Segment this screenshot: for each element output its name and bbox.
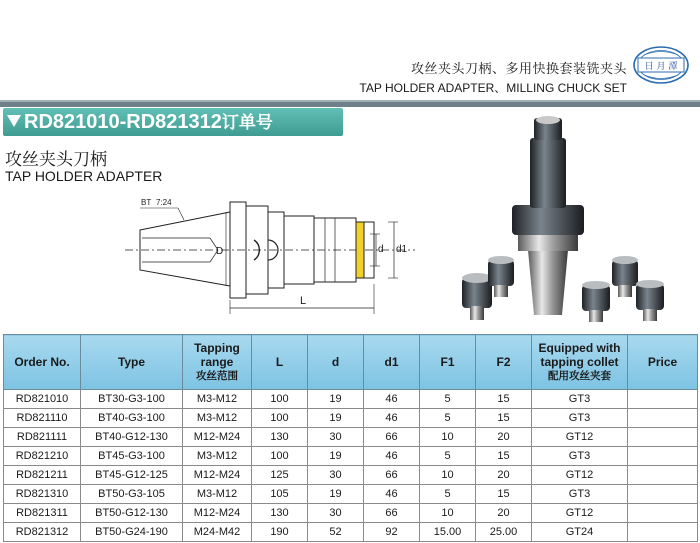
cell-price (628, 523, 698, 542)
cell-F1: 10 (420, 428, 476, 447)
cell-type: BT50-G12-130 (81, 504, 183, 523)
table-row (4, 504, 698, 523)
cell-collet: GT12 (532, 466, 628, 485)
cell-type: BT40-G3-100 (81, 409, 183, 428)
cell-L: 190 (252, 523, 308, 542)
table-row (4, 485, 698, 504)
cell-d: 30 (308, 428, 364, 447)
col-header-d1: d1 (364, 335, 420, 390)
cell-d: 19 (308, 409, 364, 428)
table-row (4, 409, 698, 428)
cell-order-no: RD821010 (4, 390, 81, 409)
cell-F1: 5 (420, 485, 476, 504)
cell-price (628, 409, 698, 428)
col-header-collet-cn: 配用攻丝夹套 (548, 370, 611, 382)
cell-F1: 10 (420, 466, 476, 485)
table-row (4, 390, 698, 409)
spec-table (3, 334, 698, 542)
cell-F2: 20 (476, 428, 532, 447)
cell-price (628, 466, 698, 485)
cell-collet: GT3 (532, 409, 628, 428)
cell-d1: 46 (364, 409, 420, 428)
cell-collet: GT12 (532, 504, 628, 523)
cell-d1: 46 (364, 447, 420, 466)
section-subtitle-en: TAP HOLDER ADAPTER (5, 168, 163, 184)
cell-order-no: RD821310 (4, 485, 81, 504)
col-header-F1: F1 (420, 335, 476, 390)
cell-L: 105 (252, 485, 308, 504)
section-subtitle-cn: 攻丝夹头刀柄 (5, 150, 107, 170)
drawing-label-d1: d1 (396, 244, 408, 255)
table-body (4, 390, 698, 542)
cell-F2: 20 (476, 466, 532, 485)
header-divider-highlight (0, 100, 700, 102)
cell-type: BT40-G12-130 (81, 428, 183, 447)
drawing-label-d: d (378, 244, 384, 255)
header-title-en: TAP HOLDER ADAPTER、MILLING CHUCK SET (359, 81, 627, 95)
cell-collet: GT3 (532, 485, 628, 504)
cell-d1: 46 (364, 485, 420, 504)
section-title-cn: 订单号 (221, 113, 273, 133)
cell-d1: 66 (364, 466, 420, 485)
cell-price (628, 504, 698, 523)
triangle-down-icon (7, 115, 21, 127)
cell-type: BT50-G3-105 (81, 485, 183, 504)
logo-text: 日 月 潭 (644, 62, 678, 72)
cell-L: 100 (252, 390, 308, 409)
cell-d1: 66 (364, 504, 420, 523)
cell-F2: 15 (476, 485, 532, 504)
product-photo (450, 110, 690, 330)
cell-d: 19 (308, 447, 364, 466)
table-row (4, 466, 698, 485)
cell-d: 30 (308, 466, 364, 485)
cell-order-no: RD821210 (4, 447, 81, 466)
cell-tapping-range: M24-M42 (183, 523, 252, 542)
col-header-order: Order No. (4, 335, 81, 390)
col-header-price: Price (628, 335, 698, 390)
col-header-range (183, 335, 252, 390)
cell-F1: 5 (420, 447, 476, 466)
table-row (4, 447, 698, 466)
cell-type: BT50-G24-190 (81, 523, 183, 542)
cell-tapping-range: M3-M12 (183, 409, 252, 428)
col-header-type: Type (81, 335, 183, 390)
cell-collet: GT3 (532, 390, 628, 409)
cell-tapping-range: M12-M24 (183, 428, 252, 447)
section-title-code: RD821010-RD821312 (24, 111, 222, 133)
col-header-collet-en: Equipped with tapping collet (538, 341, 621, 369)
cell-tapping-range: M3-M12 (183, 447, 252, 466)
cell-price (628, 428, 698, 447)
cell-tapping-range: M3-M12 (183, 485, 252, 504)
cell-L: 125 (252, 466, 308, 485)
cell-price (628, 485, 698, 504)
cell-F2: 20 (476, 504, 532, 523)
cell-type: BT45-G3-100 (81, 447, 183, 466)
cell-d1: 92 (364, 523, 420, 542)
cell-tapping-range: M3-M12 (183, 390, 252, 409)
drawing-label-D: D (216, 246, 224, 257)
cell-d1: 66 (364, 428, 420, 447)
cell-tapping-range: M12-M24 (183, 504, 252, 523)
drawing-label-taper: 7:24 (156, 198, 172, 207)
cell-F2: 15 (476, 447, 532, 466)
cell-F1: 5 (420, 409, 476, 428)
cell-F2: 15 (476, 409, 532, 428)
col-header-L: L (252, 335, 308, 390)
col-header-collet (532, 335, 628, 390)
col-header-F2: F2 (476, 335, 532, 390)
cell-collet: GT24 (532, 523, 628, 542)
drawing-label-bt: BT (141, 198, 152, 207)
table-header-row (4, 335, 698, 390)
cell-order-no: RD821110 (4, 409, 81, 428)
cell-order-no: RD821211 (4, 466, 81, 485)
drawing-label-L: L (300, 295, 307, 307)
cell-type: BT45-G12-125 (81, 466, 183, 485)
cell-d1: 46 (364, 390, 420, 409)
cell-d: 19 (308, 485, 364, 504)
cell-tapping-range: M12-M24 (183, 466, 252, 485)
brand-logo (632, 45, 690, 85)
cell-collet: GT3 (532, 447, 628, 466)
cell-F1: 10 (420, 504, 476, 523)
cell-L: 100 (252, 409, 308, 428)
cell-F1: 5 (420, 390, 476, 409)
table-row (4, 523, 698, 542)
section-title (7, 109, 273, 135)
cell-L: 130 (252, 504, 308, 523)
cell-price (628, 447, 698, 466)
cell-L: 130 (252, 428, 308, 447)
table-row (4, 428, 698, 447)
technical-drawing (120, 190, 420, 325)
header-title-cn: 攻丝夹头刀柄、多用快换套装铣夹头 (410, 62, 627, 77)
cell-d: 52 (308, 523, 364, 542)
cell-d: 19 (308, 390, 364, 409)
cell-order-no: RD821111 (4, 428, 81, 447)
cell-price (628, 390, 698, 409)
cell-collet: GT12 (532, 428, 628, 447)
cell-type: BT30-G3-100 (81, 390, 183, 409)
col-header-d: d (308, 335, 364, 390)
col-header-range-en: Tapping range (194, 341, 240, 369)
cell-F1: 15.00 (420, 523, 476, 542)
cell-order-no: RD821311 (4, 504, 81, 523)
col-header-range-cn: 攻丝范围 (196, 370, 238, 382)
cell-L: 100 (252, 447, 308, 466)
cell-F2: 25.00 (476, 523, 532, 542)
cell-F2: 15 (476, 390, 532, 409)
cell-d: 30 (308, 504, 364, 523)
cell-order-no: RD821312 (4, 523, 81, 542)
